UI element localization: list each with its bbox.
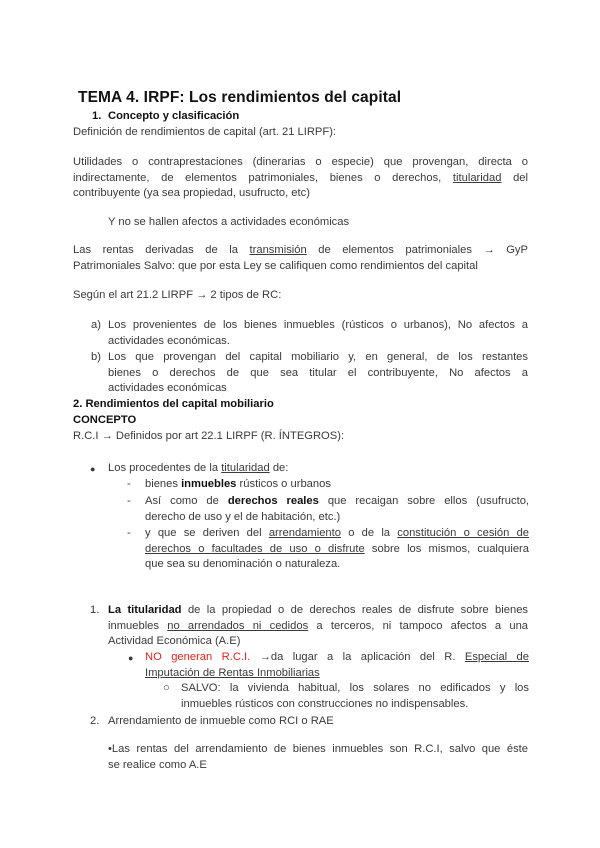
sub-sub-line: inmuebles rústicos con construcciones no indispensables. <box>181 697 469 710</box>
section-1-number: 1. <box>92 110 102 122</box>
dash-item <box>145 494 529 525</box>
paragraph-line <box>73 171 528 187</box>
sub-sub-line: SALVO: la vivienda habitual, los solares no edificados y los <box>181 682 529 694</box>
list-line: bienes o derechos de que sea titular el contribuyente, No afectos a <box>108 366 528 379</box>
tipos-line: Según el art 21.2 LIRPF → 2 tipos de RC: <box>73 289 282 301</box>
sub-bullet-line <box>145 650 529 666</box>
text: rústicos o urbanos <box>239 478 331 490</box>
numbered-item <box>108 603 528 650</box>
underlined-term: Imputación de Rentas Inmobiliarias <box>145 666 320 679</box>
list-line: Los que provengan del capital mobiliario y, en general, de los restantes <box>108 351 528 363</box>
text: indirectamente, de elementos patrimoniales, bienes o derechos, <box>73 171 442 184</box>
final-paragraph <box>108 742 528 773</box>
text: inmuebles <box>108 619 159 632</box>
text: y que se deriven del <box>145 527 262 539</box>
underlined-term: titularidad <box>221 462 270 474</box>
text: →da lugar a la aplicación del R. <box>259 651 456 663</box>
sub-sub-item <box>181 681 529 712</box>
dash-marker: - <box>127 478 131 490</box>
underlined-term: no arrendados ni cedidos <box>167 619 309 632</box>
bullet-item <box>108 461 288 477</box>
text: del <box>513 171 529 184</box>
paragraph-line: contribuyente (ya sea propiedad, usufructo, etc) <box>73 187 310 199</box>
text: o de la <box>348 527 391 539</box>
text: a terceros, ni tampoco afectos a una <box>316 619 529 632</box>
list-marker: a) <box>91 319 101 331</box>
underlined-term: transmisión <box>249 244 307 256</box>
text: Los procedentes de la <box>108 462 219 474</box>
list-line: actividades económicas. <box>108 334 230 347</box>
sub-bullet-item <box>145 650 529 681</box>
text: Así como de <box>145 495 219 507</box>
numbered-marker: 1. <box>90 604 100 616</box>
paragraph-rentas <box>73 243 528 274</box>
paragraph-line: Utilidades o contraprestaciones (dinerarias o especie) que provengan, directa o <box>73 156 528 168</box>
page-title: TEMA 4. IRPF: Los rendimientos del capital <box>78 89 402 106</box>
paragraph-line: Patrimoniales Salvo: que por esta Ley se califiquen como rendimientos del capital <box>73 259 478 272</box>
list-item <box>108 350 528 397</box>
bold-term: La titularidad <box>108 604 182 616</box>
text: sobre los mismos, cualquiera <box>371 542 529 555</box>
dash-line <box>145 526 529 542</box>
dash-marker: - <box>127 527 131 539</box>
text: de: <box>272 462 289 474</box>
dash-line <box>145 542 529 558</box>
numbered-line: Actividad Económica (A.E) <box>108 635 241 647</box>
sub-bullet-line <box>145 666 529 682</box>
text: de la propiedad o de derechos reales de disfrute sobre bienes <box>187 604 529 616</box>
paragraph-line <box>73 243 528 259</box>
dash-line: que sea su denominación o naturaleza. <box>145 558 341 570</box>
dash-line <box>145 494 529 510</box>
paragraph-utilidades <box>73 155 528 202</box>
dash-marker: - <box>127 495 131 507</box>
section-1-heading: Concepto y clasificación <box>108 110 240 122</box>
dash-line: derecho de uso y el de habitación, etc.) <box>145 510 341 523</box>
underlined-term: Especial de <box>464 651 529 663</box>
underlined-term: constitución o cesión de <box>397 527 530 539</box>
numbered-line <box>108 619 528 635</box>
bullet-marker: ● <box>90 464 96 474</box>
sub-bullet-marker: ● <box>128 653 134 663</box>
list-line: actividades económicas <box>108 382 227 394</box>
list-marker: b) <box>91 351 101 363</box>
text: de elementos patrimoniales → GyP <box>318 244 528 256</box>
dash-item <box>145 477 331 493</box>
section-2-heading: 2. Rendimientos del capital mobiliario <box>73 398 274 410</box>
numbered-item: Arrendamiento de inmueble como RCI o RAE <box>108 715 334 727</box>
concepto-subheading: CONCEPTO <box>73 414 137 426</box>
final-line: •Las rentas del arrendamiento de bienes inmuebles son R.C.I, salvo que éste <box>108 743 528 755</box>
red-note: NO generan R.C.I. <box>145 651 251 663</box>
text: que recaigan sobre ellos (usufructo, <box>327 495 530 507</box>
dash-item <box>145 526 529 573</box>
sub-sub-marker: ○ <box>163 682 170 694</box>
indented-note: Y no se hallen afectos a actividades económicas <box>108 216 350 228</box>
bold-term: inmuebles <box>181 478 237 490</box>
rci-definition-line: R.C.I → Definidos por art 22.1 LIRPF (R. ÍNTEGROS): <box>73 430 345 442</box>
numbered-marker: 2. <box>90 715 100 727</box>
underlined-term: arrendamiento <box>268 527 341 539</box>
bold-term: derechos reales <box>227 495 319 507</box>
final-line: se realice como A.E <box>108 758 207 771</box>
definition-line: Definición de rendimientos de capital (art. 21 LIRPF): <box>73 126 337 138</box>
list-line: Los provenientes de los bienes inmuebles (rústicos o urbanos), No afectos a <box>108 319 528 331</box>
text: Las rentas derivadas de la <box>73 244 238 256</box>
underlined-term: titularidad <box>452 171 502 184</box>
list-item <box>108 318 528 349</box>
text: bienes <box>145 478 178 490</box>
underlined-term: derechos o facultades de uso o disfrute <box>145 542 365 555</box>
numbered-line <box>108 603 528 619</box>
